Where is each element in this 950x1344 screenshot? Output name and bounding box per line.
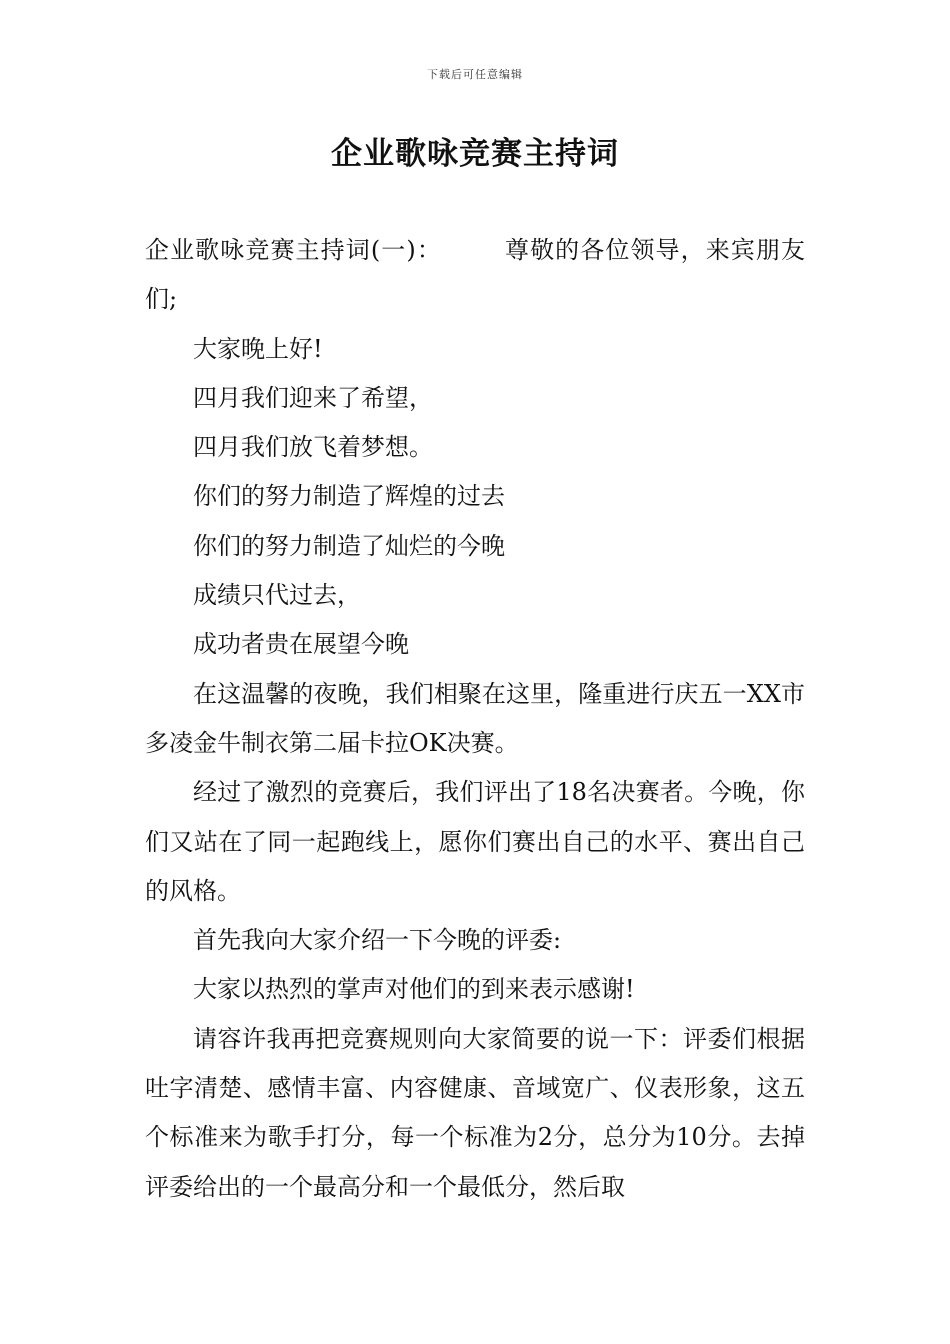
paragraph-brilliant-tonight: 你们的努力制造了灿烂的今晚	[193, 531, 505, 560]
document-body	[145, 226, 805, 1212]
intro-paragraph	[145, 226, 805, 325]
paragraph-glorious-past: 你们的努力制造了辉煌的过去	[193, 482, 505, 511]
intro-text: 尊敬的各位领导，来宾朋友们;	[145, 236, 805, 314]
paragraph-finalists: 经过了激烈的竞赛后，我们评出了18名决赛者。今晚，你们又站在了同一起跑线上，愿你们赛出自己的水平、赛出自己的风格。	[145, 778, 805, 905]
paragraph-rules: 请容许我再把竞赛规则向大家简要的说一下：评委们根据吐字清楚、感情丰富、内容健康、音域宽广、仪表形象，这五个标准来为歌手打分，每一个标准为2分，总分为10分。去掉评委给出的一个最高分和一个最低分，然后取	[145, 1024, 805, 1201]
header-note: 下载后可任意编辑	[427, 68, 523, 81]
paragraph-achievements: 成绩只代过去，	[193, 581, 361, 610]
paragraph-april-hope: 四月我们迎来了希望，	[193, 383, 433, 412]
document-title: 企业歌咏竞赛主持词	[331, 136, 619, 172]
paragraph-success: 成功者贵在展望今晚	[193, 630, 409, 659]
paragraph-applause: 大家以热烈的掌声对他们的到来表示感谢!	[193, 975, 635, 1004]
intro-label: 企业歌咏竞赛主持词(一)：	[145, 236, 442, 264]
paragraph-april-dream: 四月我们放飞着梦想。	[193, 433, 433, 462]
paragraph-event-intro: 在这温馨的夜晚，我们相聚在这里，隆重进行庆五一XX市多凌金牛制衣第二届卡拉OK决赛。	[145, 679, 805, 757]
paragraph-judges-intro: 首先我向大家介绍一下今晚的评委:	[193, 926, 562, 955]
paragraph-greeting: 大家晚上好!	[193, 334, 323, 363]
